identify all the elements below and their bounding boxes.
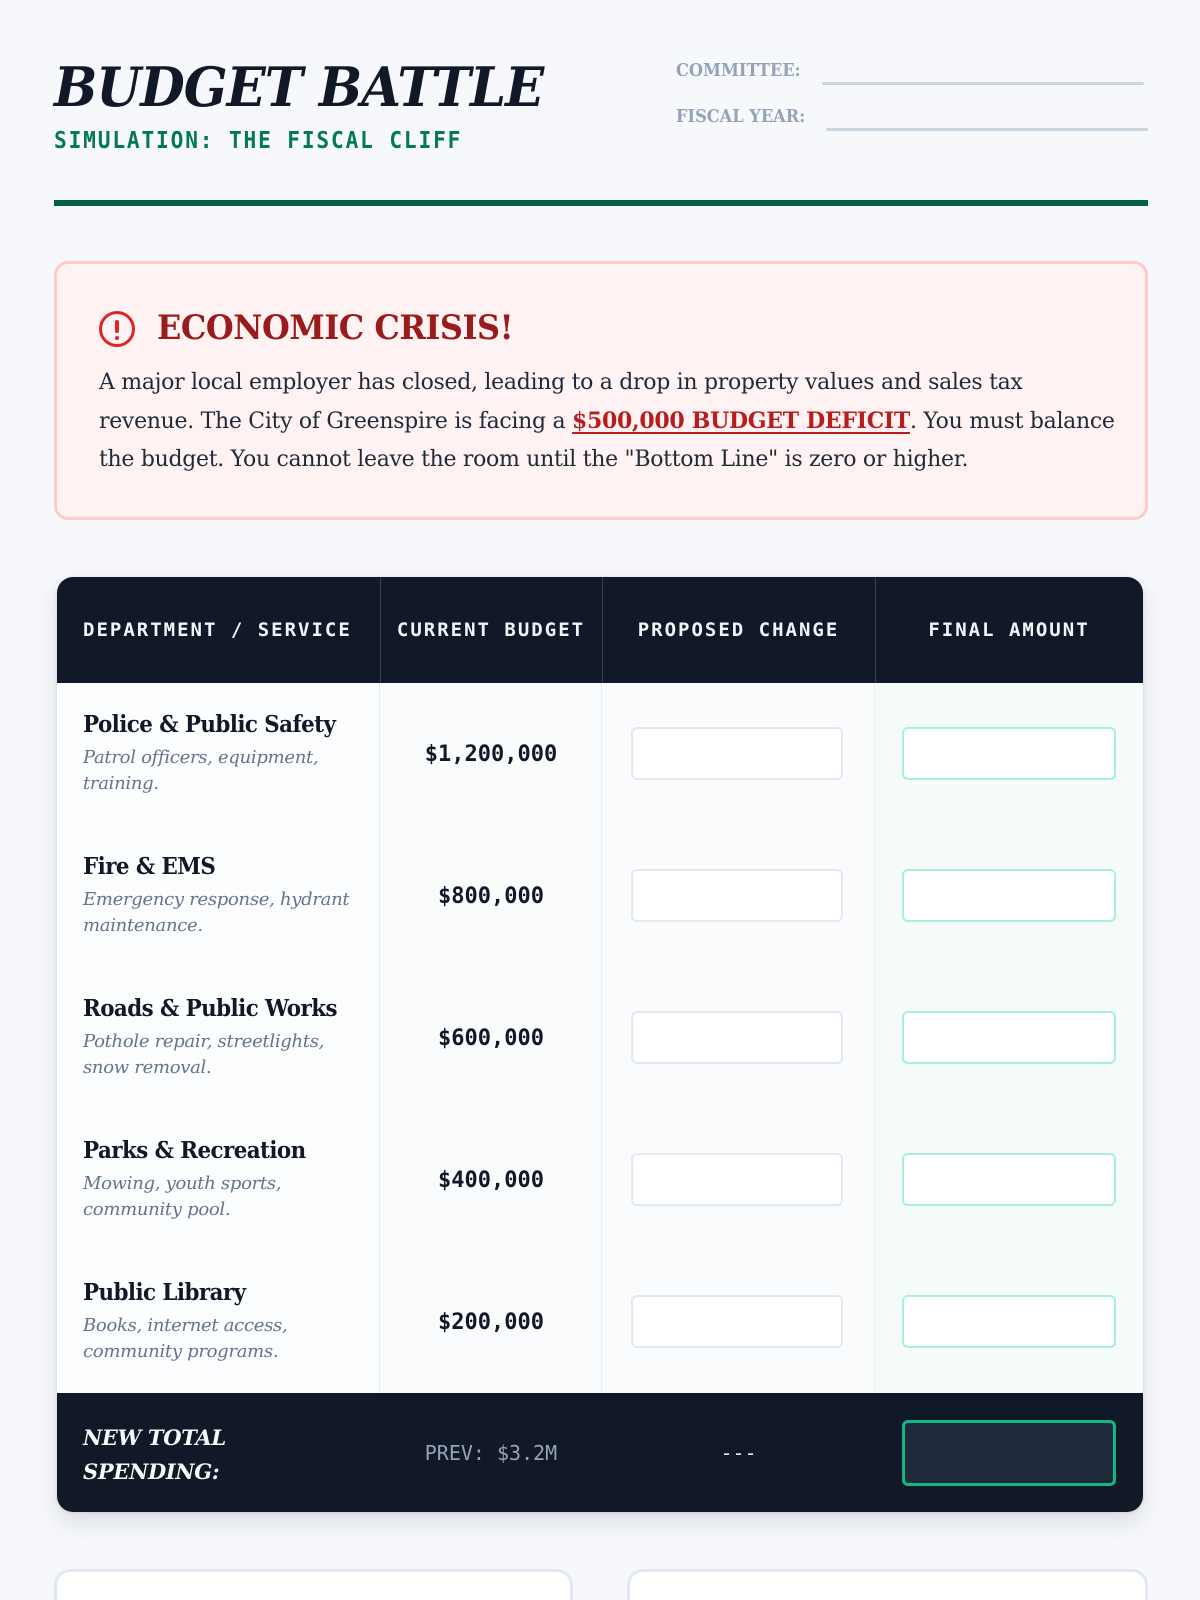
department-cell [57,1109,380,1251]
committee-label: COMMITTEE: [676,60,801,81]
final-amount-input[interactable] [902,869,1116,922]
alert-body [99,364,1119,479]
department-description: Patrol officers, equipment, training. [83,747,319,794]
department-name: Roads & Public Works [83,995,337,1022]
proposed-change-cell [602,1109,875,1251]
previous-total: PREV: $3.2M [424,1440,558,1465]
current-budget-value: $600,000 [438,1025,544,1051]
crisis-alert [54,261,1148,520]
committee-field[interactable] [676,58,1148,88]
total-spending-label: NEW TOTAL SPENDING: [83,1425,226,1484]
final-amount-input[interactable] [902,1153,1116,1206]
table-row [57,1109,1143,1251]
department-description: Emergency response, hydrant maintenance. [83,889,350,936]
current-budget-value: $400,000 [438,1167,544,1193]
header-divider [54,200,1148,206]
table-row [57,683,1143,825]
proposed-change-cell [602,683,875,825]
department-description: Pothole repair, streetlights, snow removal. [83,1031,325,1078]
alert-text-before: A major local employer has closed, leading to a drop in property values and sales tax revenue. The City of Greenspire is facing a [99,370,1023,434]
department-cell [57,967,380,1109]
department-description: Books, internet access, community programs. [83,1315,288,1362]
department-cell [57,825,380,967]
table-footer [57,1393,1143,1512]
budget-table [57,577,1143,1512]
final-amount-input[interactable] [902,727,1116,780]
final-amount-input[interactable] [902,1011,1116,1064]
proposed-change-cell [602,967,875,1109]
current-budget-cell [380,1109,602,1251]
table-header [57,577,1143,683]
current-budget-value: $1,200,000 [424,741,558,767]
proposed-change-input[interactable] [631,1153,843,1206]
final-amount-cell [875,825,1143,967]
final-amount-cell [875,683,1143,825]
fiscal-year-line[interactable] [826,128,1148,131]
table-row [57,1251,1143,1393]
proposed-change-input[interactable] [631,869,843,922]
fiscal-year-label: FISCAL YEAR: [676,106,806,127]
department-cell [57,683,380,825]
page-title: BUDGET BATTLE [54,55,544,119]
total-change-placeholder: --- [720,1440,757,1465]
header-final-amount: FINAL AMOUNT [928,618,1090,641]
department-name: Fire & EMS [83,853,216,880]
proposed-change-input[interactable] [631,727,843,780]
proposed-change-input[interactable] [631,1295,843,1348]
department-description: Mowing, youth sports, community pool. [83,1173,282,1220]
final-amount-cell [875,967,1143,1109]
header-current-budget: CURRENT BUDGET [396,618,586,641]
current-budget-cell [380,1251,602,1393]
committee-line[interactable] [822,82,1144,85]
header-proposed-change: PROPOSED CHANGE [637,618,840,641]
department-cell [57,1251,380,1393]
alert-text-after: . You must balance the budget. You cannot leave the room until the "Bottom Line" is zero or higher. [99,409,1115,472]
header-department: DEPARTMENT / SERVICE [83,618,352,641]
final-amount-cell [875,1109,1143,1251]
table-row [57,967,1143,1109]
page-header [54,52,1148,208]
deficit-highlight: $500,000 BUDGET DEFICIT [572,408,910,434]
current-budget-value: $800,000 [438,883,544,909]
exclamation-circle-icon [99,311,135,347]
proposed-change-cell [602,825,875,967]
final-amount-input[interactable] [902,1295,1116,1348]
new-total-input[interactable] [902,1420,1116,1486]
table-row [57,825,1143,967]
department-name: Public Library [83,1279,246,1306]
proposed-change-cell [602,1251,875,1393]
bottom-card-left [54,1569,573,1600]
bottom-card-right [627,1569,1148,1600]
current-budget-cell [380,683,602,825]
alert-title: ECONOMIC CRISIS! [157,308,514,348]
department-name: Police & Public Safety [83,711,336,738]
final-amount-cell [875,1251,1143,1393]
current-budget-cell [380,967,602,1109]
fiscal-year-field[interactable] [676,104,1148,134]
department-name: Parks & Recreation [83,1137,306,1164]
page-subtitle: SIMULATION: THE FISCAL CLIFF [54,128,463,154]
current-budget-cell [380,825,602,967]
current-budget-value: $200,000 [438,1309,544,1335]
proposed-change-input[interactable] [631,1011,843,1064]
